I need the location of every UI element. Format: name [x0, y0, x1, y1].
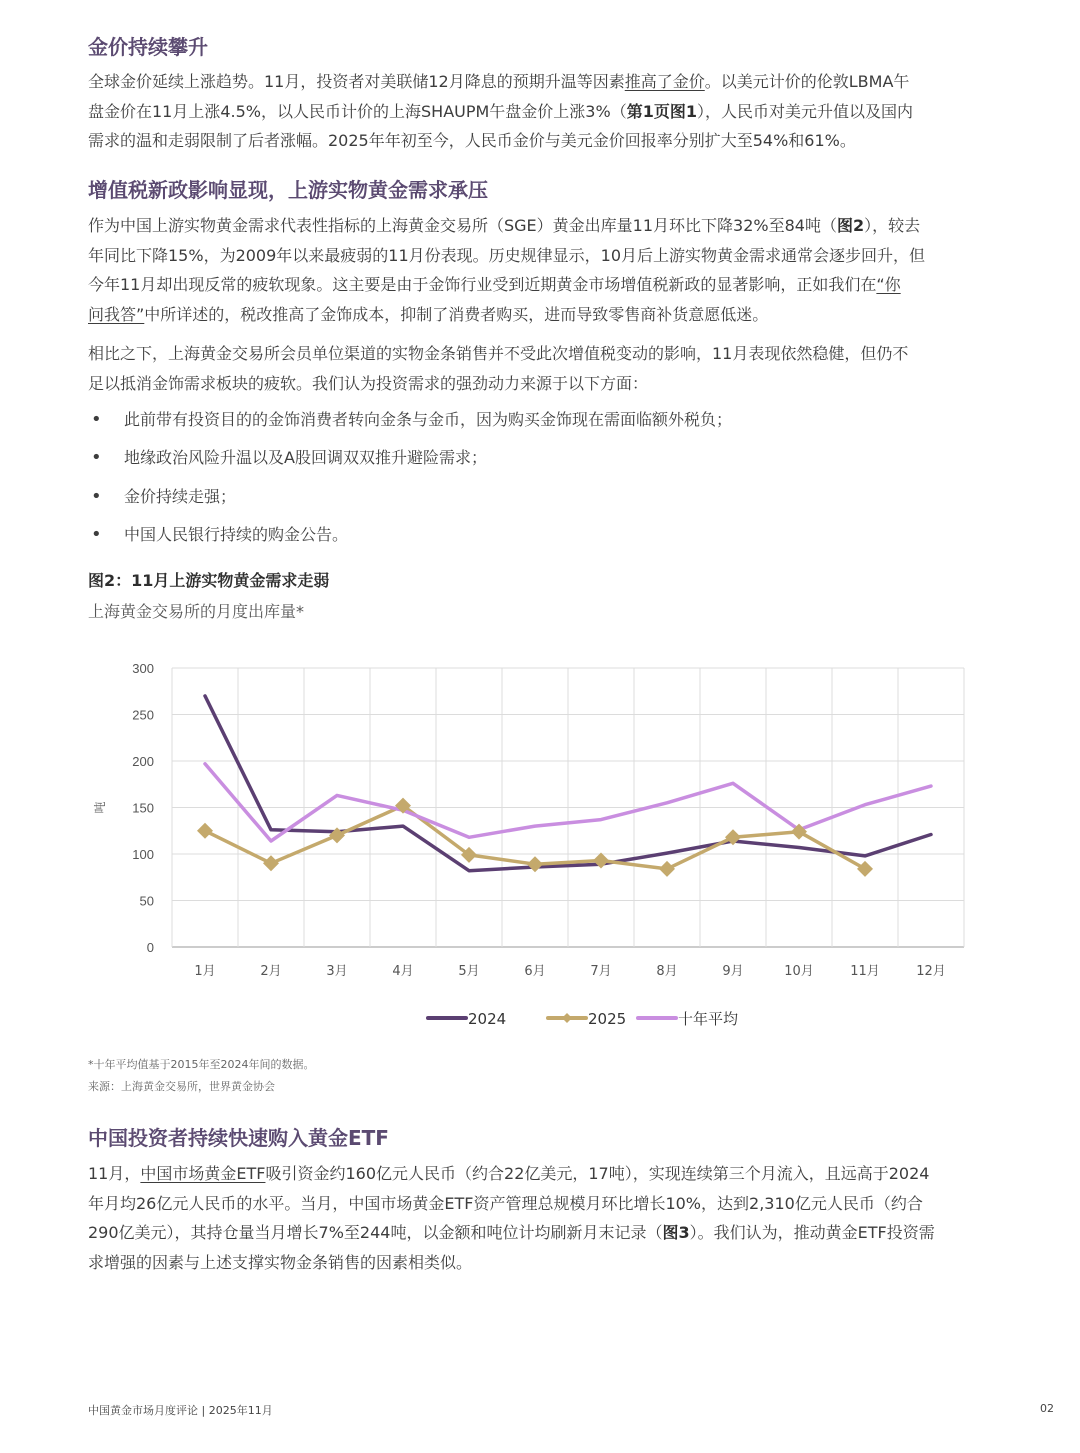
footer-publication: 中国黄金市场月度评论 | 2025年11月: [88, 1404, 273, 1417]
x-tick-label: 6月: [524, 964, 546, 979]
link-qa-part1[interactable]: “你: [876, 275, 901, 294]
list-item-text: 地缘政治风险升温以及A股回调双双推升避险需求；: [124, 448, 487, 468]
text-line: 年月均26亿元人民币的水平。当月，中国市场黄金ETF资产管理总规模月环比增长10%，达到2,310亿元人民币（约合: [88, 1193, 923, 1213]
figure-footnote: *十年平均值基于2015年至2024年间的数据。: [88, 1058, 315, 1071]
text-span: 290亿美元），其持仓量当月增长7%至244吨，以金额和吨位计均刷新月末记录（: [88, 1223, 663, 1242]
x-tick-label: 8月: [656, 964, 678, 979]
section-heading-gold-price: 金价持续攀升: [88, 35, 208, 59]
text-line: 相比之下，上海黄金交易所会员单位渠道的实物金条销售并不受此次增值税变动的影响，11月表现依然稳健，但仍不: [88, 344, 909, 363]
text-line: 求增强的因素与上述支撑实物金条销售的因素相类似。: [88, 1252, 473, 1272]
list-item: [88, 482, 1004, 520]
link-pushed-up-gold-price[interactable]: 推高了金价: [624, 72, 705, 91]
text-span: ），较去: [864, 216, 921, 235]
text-line: [88, 270, 1004, 300]
text-span: 11月，: [88, 1164, 141, 1183]
list-item-text: 此前带有投资目的的金饰消费者转向金条与金币，因为购买金饰现在需面临额外税负；: [124, 410, 733, 429]
data-point-marker-2025: [263, 855, 279, 871]
bullet-icon: •: [91, 523, 102, 545]
link-china-gold-etf[interactable]: 中国市场黄金ETF: [140, 1164, 266, 1183]
text-line: 年同比下降15%，为2009年以来最疲弱的11月份表现。历史规律显示，10月后上游实物黄金需求通常会逐步回升，但: [88, 245, 926, 265]
legend-label: 2025: [588, 1010, 627, 1028]
chart-legend: [428, 1010, 738, 1028]
bullet-icon: •: [91, 409, 102, 430]
y-tick-label: 50: [139, 893, 154, 909]
x-axis: [194, 964, 945, 979]
text-line: [88, 1218, 1004, 1248]
figure-ref-page1-fig1: 第1页图1: [626, 101, 697, 121]
y-tick-label: 100: [132, 847, 154, 862]
x-tick-label: 10月: [784, 964, 814, 979]
text-span: 全球金价延续上涨趋势。11月，投资者对美联储12月降息的预期升温等因素: [88, 72, 625, 91]
legend-label: 2024: [468, 1010, 507, 1028]
list-item: [88, 443, 1004, 481]
figure-source: 来源：上海黄金交易所，世界黄金协会: [88, 1080, 275, 1093]
text-line: [88, 211, 1004, 241]
paragraph-vat-2: [88, 339, 1004, 398]
legend-label: 十年平均: [678, 1010, 739, 1028]
list-item-text: 中国人民银行持续的购金公告。: [124, 524, 349, 544]
paragraph-vat-1: [88, 211, 1004, 329]
sge-withdrawals-line-chart: [88, 640, 988, 1040]
x-tick-label: 12月: [916, 964, 946, 979]
x-tick-label: 3月: [326, 964, 348, 979]
text-line: 需求的温和走弱限制了后者涨幅。2025年年初至今，人民币金价与美元金价回报率分别扩大至54%和61%。: [88, 131, 856, 150]
text-line: [88, 300, 1004, 330]
text-span: 。以美元计价的伦敦LBMA午: [704, 72, 910, 91]
paragraph-gold-price: [88, 67, 1004, 156]
x-tick-label: 9月: [722, 964, 744, 979]
legend-marker-2025: [562, 1013, 572, 1023]
x-tick-label: 11月: [850, 964, 880, 979]
y-tick-label: 200: [132, 754, 154, 769]
y-axis-label: 吨: [93, 801, 107, 814]
chart-grid: [172, 668, 964, 947]
figure-title: 图2：11月上游实物黄金需求走弱: [88, 571, 330, 590]
figure-notes: [88, 1054, 315, 1098]
y-tick-label: 150: [132, 800, 154, 816]
text-span: ）。我们认为，推动黄金ETF投资需: [689, 1223, 935, 1242]
text-line: [88, 1159, 1004, 1189]
figure-ref-fig2: 图2: [836, 216, 865, 235]
x-tick-label: 5月: [458, 964, 480, 979]
text-line: 足以抵消金饰需求板块的疲软。我们认为投资需求的强劲动力来源于以下方面：: [88, 373, 649, 393]
text-span: 吸引资金约160亿元人民币（约合22亿美元，17吨），实现连续第三个月流入，且远高于2024: [265, 1164, 930, 1183]
text-span: 作为中国上游实物黄金需求代表性指标的上海黄金交易所（SGE）黄金出库量11月环比下降32%至84吨（: [88, 216, 837, 235]
paragraph-etf: [88, 1159, 1004, 1277]
figure-ref-fig3: 图3: [662, 1223, 690, 1242]
text-span: ），人民币对美元升值以及国内: [696, 101, 913, 121]
list-item-text: 金价持续走强；: [124, 486, 237, 506]
list-item: [88, 520, 1004, 558]
investment-drivers-list: [88, 405, 1004, 558]
link-qa-part2[interactable]: 问我答”: [88, 304, 145, 324]
data-point-marker-2025: [857, 861, 873, 877]
data-point-marker-2025: [659, 861, 675, 877]
bullet-icon: •: [91, 447, 102, 469]
text-span: 今年11月却出现反常的疲软现象。这主要是由于金饰行业受到近期黄金市场增值税新政的显著影响，正如我们在: [88, 275, 877, 294]
text-line: [88, 97, 1004, 127]
bullet-icon: •: [91, 485, 102, 507]
text-span: 中所详述的，税改推高了金饰成本，抑制了消费者购买，进而导致零售商补货意愿低迷。: [144, 304, 769, 324]
text-line: [88, 67, 1004, 97]
data-point-marker-2025: [527, 856, 543, 872]
figure-subtitle: 上海黄金交易所的月度出库量*: [88, 602, 305, 621]
text-span: 盘金价在11月上涨4.5%，以人民币计价的上海SHAUPM午盘金价上涨3%（: [88, 101, 627, 121]
x-tick-label: 7月: [590, 964, 612, 979]
x-tick-label: 2月: [260, 964, 282, 979]
data-point-marker-2025: [197, 823, 213, 839]
y-tick-label: 250: [132, 707, 154, 723]
section-heading-etf: 中国投资者持续快速购入黄金ETF: [88, 1126, 389, 1150]
chart-series: [197, 696, 931, 877]
x-tick-label: 1月: [194, 964, 216, 979]
list-item: [88, 405, 1004, 443]
y-tick-label: 0: [146, 940, 154, 955]
x-tick-label: 4月: [392, 964, 414, 979]
y-tick-label: 300: [132, 661, 154, 676]
y-axis: [92, 661, 154, 955]
page-number: 02: [1040, 1402, 1054, 1415]
section-heading-vat: 增值税新政影响显现，上游实物黄金需求承压: [88, 178, 488, 202]
